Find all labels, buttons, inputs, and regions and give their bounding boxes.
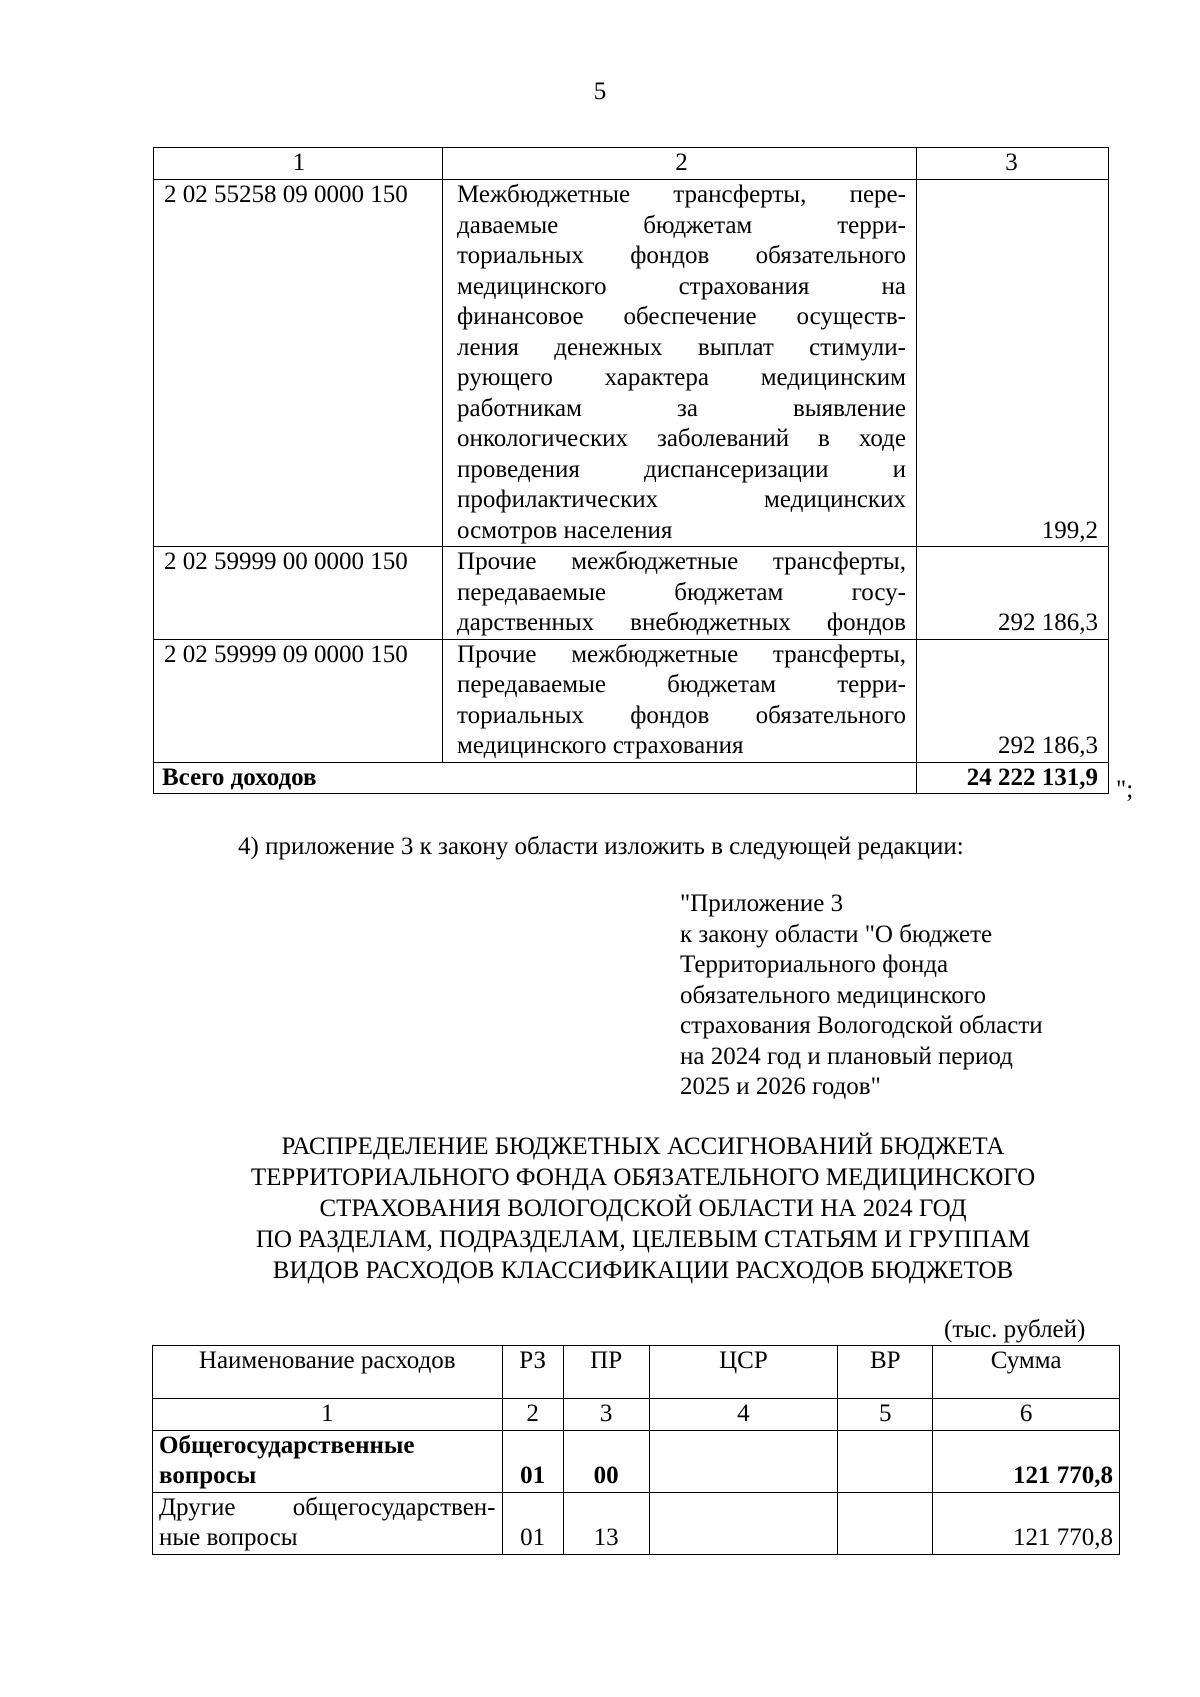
budget-code: 2 02 59999 00 0000 150 — [154, 547, 443, 640]
title-line: СТРАХОВАНИЯ ВОЛОГОДСКОЙ ОБЛАСТИ НА 2024 ГОД — [319, 1195, 967, 1222]
appendix-reference — [680, 889, 1043, 1103]
total-label: Всего доходов — [154, 762, 917, 794]
expense-amount: 121 770,8 — [933, 1492, 1120, 1554]
column-number: 6 — [933, 1399, 1120, 1431]
section-code: 01 — [502, 1492, 563, 1554]
table-row — [154, 547, 1109, 640]
target-article-code — [649, 1430, 838, 1492]
page-number: 5 — [593, 78, 607, 105]
column-header: РЗ — [502, 1346, 563, 1399]
text-line: проведения диспансеризации и — [457, 455, 906, 483]
text-line: вопросы — [159, 1462, 257, 1489]
title-line: ВИДОВ РАСХОДОВ КЛАССИФИКАЦИИ РАСХОДОВ БЮДЖЕТОВ — [272, 1257, 1014, 1284]
appendix-line: к закону области "О бюджете — [680, 920, 993, 948]
column-header: 2 — [443, 148, 917, 180]
column-number: 5 — [838, 1399, 933, 1431]
revenue-description — [443, 639, 917, 762]
column-number: 4 — [649, 1399, 838, 1431]
target-article-code — [649, 1492, 838, 1554]
table-header-row — [153, 1346, 1120, 1399]
column-number: 3 — [563, 1399, 649, 1431]
text-line: медицинского страхования на — [457, 272, 906, 300]
revenue-amount: 292 186,3 — [916, 639, 1108, 762]
text-line: Прочие межбюджетные трансферты, — [457, 548, 906, 575]
text-line: рующего характера медицинским — [457, 364, 906, 391]
appendix-line: Территориального фонда — [680, 951, 949, 978]
text-line: передаваемые бюджетам терри- — [457, 671, 906, 698]
column-header: 1 — [154, 148, 443, 180]
expense-amount: 121 770,8 — [933, 1430, 1120, 1492]
total-row — [154, 762, 1109, 794]
text-line: финансовое обеспечение осуществ- — [457, 303, 906, 330]
text-line: профилактических медицинских — [457, 486, 906, 513]
text-line: Общегосударственные — [159, 1431, 415, 1459]
revenue-table — [153, 147, 1109, 794]
text-line: онкологических заболеваний в ходе — [457, 425, 906, 452]
table-row — [154, 180, 1109, 547]
text-line: работникам за выявление — [457, 394, 906, 422]
appendix-line: 2025 и 2026 годов" — [680, 1073, 881, 1100]
column-header: ПР — [563, 1346, 649, 1399]
revenue-description — [443, 180, 917, 547]
expense-name — [153, 1430, 503, 1492]
text-line: ториальных фондов обязательного — [457, 701, 906, 729]
column-header: Сумма — [933, 1346, 1120, 1399]
text-line: ториальных фондов обязательного — [457, 242, 906, 269]
budget-code: 2 02 59999 09 0000 150 — [154, 639, 443, 762]
expense-name — [153, 1492, 503, 1554]
text-line: передаваемые бюджетам госу- — [457, 578, 906, 606]
revenue-amount: 199,2 — [916, 180, 1108, 547]
expense-type-code — [838, 1430, 933, 1492]
text-line: Межбюджетные трансферты, пере- — [457, 181, 906, 208]
title-line: ПО РАЗДЕЛАМ, ПОДРАЗДЕЛАМ, ЦЕЛЕВЫМ СТАТЬЯМ И ГРУППАМ — [255, 1226, 1031, 1253]
text-line: дарственных внебюджетных фондов — [457, 609, 906, 636]
document-title — [150, 1131, 1136, 1286]
title-line: ТЕРРИТОРИАЛЬНОГО ФОНДА ОБЯЗАТЕЛЬНОГО МЕДИЦИНСКОГО — [250, 1164, 1036, 1191]
text-line: ные вопросы — [159, 1524, 298, 1551]
text-line: даваемые бюджетам терри- — [457, 211, 906, 239]
expense-type-code — [838, 1492, 933, 1554]
expenditure-table — [152, 1345, 1120, 1555]
table-header-row — [154, 148, 1109, 180]
units-label: (тыс. рублей) — [944, 1316, 1086, 1343]
revenue-amount: 292 186,3 — [916, 547, 1108, 640]
appendix-line: страхования Вологодской области — [680, 1012, 1043, 1039]
column-header: 3 — [916, 148, 1108, 180]
table-row — [153, 1430, 1120, 1492]
column-header: Наименование расходов — [153, 1346, 503, 1399]
subsection-code: 13 — [563, 1492, 649, 1554]
section-code: 01 — [502, 1430, 563, 1492]
column-number-row — [153, 1399, 1120, 1431]
text-line: Прочие межбюджетные трансферты, — [457, 640, 906, 668]
column-number: 1 — [153, 1399, 503, 1431]
text-line: осмотров населения — [457, 516, 673, 544]
column-header: ВР — [838, 1346, 933, 1399]
budget-code: 2 02 55258 09 0000 150 — [154, 180, 443, 547]
column-header: ЦСР — [649, 1346, 838, 1399]
title-line: РАСПРЕДЕЛЕНИЕ БЮДЖЕТНЫХ АССИГНОВАНИЙ БЮДЖЕТА — [281, 1133, 1005, 1160]
subsection-code: 00 — [563, 1430, 649, 1492]
closing-quote: "; — [1116, 776, 1134, 803]
text-line: медицинского страхования — [457, 732, 744, 759]
text-line: Другие общегосударствен- — [159, 1493, 496, 1521]
table-row — [153, 1492, 1120, 1554]
total-amount: 24 222 131,9 — [916, 762, 1108, 794]
column-number: 2 — [502, 1399, 563, 1431]
appendix-line: "Приложение 3 — [680, 890, 844, 917]
table-row — [154, 639, 1109, 762]
amendment-paragraph: 4) приложение 3 к закону области изложить в следующей редакции: — [238, 833, 964, 860]
appendix-line: на 2024 год и плановый период — [680, 1042, 1013, 1070]
revenue-description — [443, 547, 917, 640]
text-line: ления денежных выплат стимули- — [457, 333, 906, 361]
appendix-line: обязательного медицинского — [680, 981, 987, 1009]
